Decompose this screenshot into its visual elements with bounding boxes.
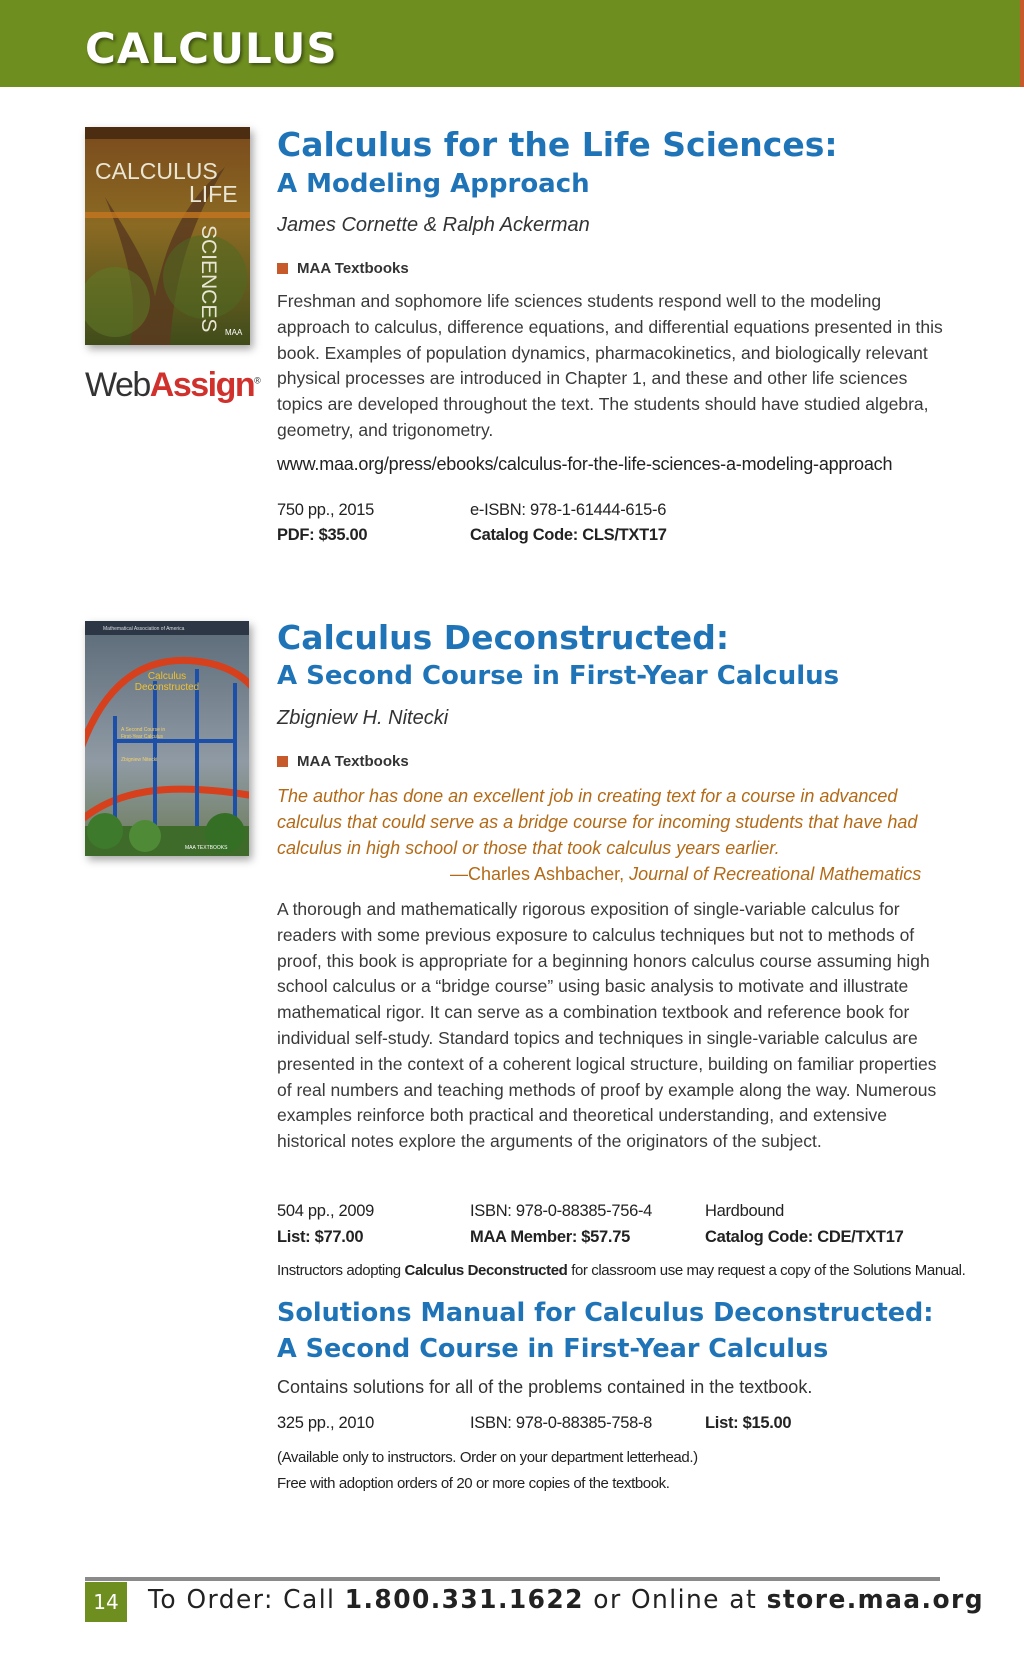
page-number: 14 [85,1582,127,1622]
solutions-pages-year: 325 pp., 2010 [277,1414,375,1432]
footer-divider [85,1577,940,1581]
quote-attr-name: —Charles Ashbacher, [450,864,625,884]
book2-instructor-note [277,1262,965,1279]
book2-isbn: ISBN: 978-0-88385-756-4 [470,1202,653,1220]
solutions-title-line1: Solutions Manual for Calculus Deconstructed: [277,1298,934,1328]
cover-author: Zbigniew Nitecki [121,757,158,763]
cover-title-line2: Deconstructed [134,682,200,693]
cover-subtitle-line2: First-Year Calculus [121,734,164,740]
cover-subtitle-line1: A Second Course in [121,727,166,733]
book2-catalog-code: Catalog Code: CDE/TXT17 [705,1228,904,1246]
footer-phone-link[interactable]: 1.800.331.1622 [344,1585,584,1615]
note-pre: Instructors adopting [277,1262,405,1279]
footer-order-mid: or Online at [583,1585,767,1615]
book1-isbn: e-ISBN: 978-1-61444-615-6 [470,501,667,519]
book1-author: James Cornette & Ralph Ackerman [277,214,590,236]
cover-title-line1: Calculus [147,671,187,682]
series-marker-icon [277,263,288,274]
book2-series [277,751,409,771]
quote-attr-source: Journal of Recreational Mathematics [629,864,922,884]
footer-site-link[interactable]: store.maa.org [766,1585,985,1615]
footer-order-pre: To Order: Call [148,1585,345,1615]
webassign-logo [85,366,259,405]
solutions-title-line2: A Second Course in First-Year Calculus [277,1334,829,1364]
cover-publisher-mark: MAA [225,328,243,337]
note-post: for classroom use may request a copy of the Solutions Manual. [567,1262,966,1279]
book2-binding: Hardbound [705,1202,784,1220]
webassign-logo-part1: Web [85,366,150,404]
book1-pages-year: 750 pp., 2015 [277,501,375,519]
book-cover-life-sciences[interactable] [85,127,250,345]
cover-series-text: Mathematical Association of America [103,626,185,632]
book2-series-label: MAA Textbooks [297,752,409,770]
series-marker-icon [277,756,288,767]
header-band [0,0,1024,87]
book2-quote-attribution [450,864,921,885]
book2-description: A thorough and mathematically rigorous exposition of single-variable calculus for readers with some previous exposure to calculus techniques but not to methods of proof, this book is appropriate for a beginning honors calculus course assuming high school calculus or a “bridge course” using basic analysis to motivate and illustrate mathematical rigor. It can serve as a combination textbook and reference book for individual self-study. Standard topics and techniques in single-variable calculus are presented in the context of a coherent logical structure, building on familiar properties of real numbers and teaching methods of proof by example along the way. Numerous examples reinforce both practical and theoretical understanding, and extensive historical notes explore the arguments of the originators of the subject. [277,899,937,1152]
book1-subtitle: A Modeling Approach [277,169,590,199]
solutions-note-line2: Free with adoption orders of 20 or more copies of the textbook. [277,1475,670,1492]
book1-catalog-code: Catalog Code: CLS/TXT17 [470,526,667,544]
cover-art-tree [85,127,250,345]
webassign-logo-mark: ® [254,375,260,386]
cover-publisher-mark: MAA TEXTBOOKS [185,845,228,851]
cover-title-line3: SCIENCES [197,225,220,333]
footer-order-info [148,1585,984,1615]
book1-url-link[interactable]: www.maa.org/press/ebooks/calculus-for-the-life-sciences-a-modeling-approach [277,454,893,474]
cover-title-line2: LIFE [189,181,238,207]
solutions-description: Contains solutions for all of the problems contained in the textbook. [277,1377,813,1397]
webassign-logo-part2: Assign [149,366,255,404]
section-title: CALCULUS [85,24,338,73]
book2-price: List: $77.00 [277,1228,364,1246]
book1-price: PDF: $35.00 [277,526,368,544]
book2-pages-year: 504 pp., 2009 [277,1202,375,1220]
solutions-note-line1: (Available only to instructors. Order on your department letterhead.) [277,1449,698,1466]
book1-series [277,258,409,278]
book2-member-price: MAA Member: $57.75 [470,1228,630,1246]
book1-series-label: MAA Textbooks [297,259,409,277]
solutions-isbn: ISBN: 978-0-88385-758-8 [470,1414,653,1432]
book2-subtitle: A Second Course in First-Year Calculus [277,661,840,691]
book2-title: Calculus Deconstructed: [277,618,730,657]
book-cover-calculus-deconstructed[interactable] [85,621,249,856]
cover-art-rollercoaster [85,621,249,856]
book1-title: Calculus for the Life Sciences: [277,125,838,164]
book2-author: Zbigniew H. Nitecki [277,707,449,729]
solutions-price: List: $15.00 [705,1414,792,1432]
cover-title-line1: CALCULUS [95,158,218,184]
book2-review-quote: The author has done an excellent job in creating text for a course in advanced calculus that could serve as a bridge course for incoming students that have had calculus in high school or those that took calculus years earlier. [277,786,918,858]
book1-description: Freshman and sophomore life sciences students respond well to the modeling approach to calculus, difference equations, and differential equations presented in this book. Examples of population dynamics, pharmacokinetics, and biologically relevant physical processes are introduced in Chapter 1, and these and other life sciences topics are developed throughout the text. The students should have studied algebra, geometry, and trigonometry. [277,291,943,440]
note-bold: Calculus Deconstructed [404,1262,568,1279]
